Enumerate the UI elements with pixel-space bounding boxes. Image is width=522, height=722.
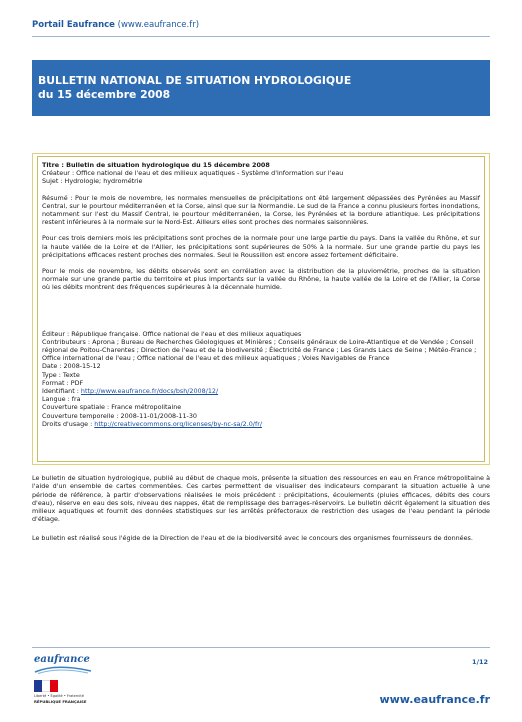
flag-white (42, 680, 50, 692)
flag-red (50, 680, 58, 692)
portal-name: Portail Eaufrance (32, 20, 115, 30)
republique-motto: Liberté • Égalité • Fraternité (34, 694, 84, 698)
flag-blue (34, 680, 42, 692)
footer-divider (32, 647, 490, 648)
droits-link[interactable]: http://creativecommons.org/licenses/by-nc-sa/2.0/fr/ (94, 419, 262, 428)
identifiant-label: Identifiant : (42, 387, 81, 396)
french-flag-icon (34, 680, 58, 692)
meta-langue: Langue : fra (42, 395, 81, 404)
banner-date: du 15 décembre 2008 (38, 87, 171, 101)
meta-editeur: Éditeur : République française. Office national de l'eau et des milieux aquatiques (42, 329, 302, 338)
meta-couverture-spatiale: Couverture spatiale : France métropolitaine (42, 403, 182, 412)
footer-site-url[interactable]: www.eaufrance.fr (379, 693, 490, 706)
page-header (32, 20, 199, 30)
logo-swoosh-icon (34, 666, 92, 674)
intro-text (32, 474, 490, 552)
page-number: 1/12 (472, 658, 488, 666)
republique-logo (34, 680, 92, 704)
meta-format: Format : PDF (42, 378, 84, 387)
meta-sujet: Sujet : Hydrologie; hydrométrie (42, 177, 143, 186)
banner-title: BULLETIN NATIONAL DE SITUATION HYDROLOGIQUE (38, 74, 352, 87)
meta-droits (42, 420, 480, 428)
intro-paragraph-2: Le bulletin est réalisé sous l'égide de la Direction de l'eau et de la biodiversité avec le concours des organismes fournisseurs de données. (32, 533, 473, 542)
meta-resume-3: Pour le mois de novembre, les débits observés sont en corrélation avec la distribution de la pluviométrie, proches de la situation normale sur une grande partie du territoire et plus importants sur la vallée du Rhône, la haute vallée de la Loire et de l'Allier, la Corse où les débits montrent des fréquences supérieures à la décennale humide. (42, 267, 480, 292)
header-divider (32, 36, 490, 37)
meta-resume-1: Résumé : Pour le mois de novembre, les normales mensuelles de précipitations ont été largement dépassées des Pyrénées au Massif Central, sur le pourtour méditerranéen et la Corse, ainsi que sur la Normandie. Le sud de la France a connu plusieurs fortes inondations, notamment sur l'est du Massif Central, le pourtour méditerranéen, la Corse, les Pyrénées et la bordure atlantique. Les précipitations restent inférieures à la normale sur le Nord-Est. Ailleurs elles sont proches des normales saisonnières. (42, 193, 480, 227)
meta-contributeurs: Contributeurs : Aprona ; Bureau de Recherches Géologiques et Minières ; Conseils généraux de Loire-Atlantique et de Vendée ; Conseil régional de Poitou-Charentes ; Direction de l'eau et de la biodiversité ; Électricité de France ; Les Grands Lacs de Seine ; Météo-France ; Office international de l'eau ; Office national de l'eau et des milieux aquatiques ; Voies Navigables de France (42, 337, 477, 363)
title-banner (32, 60, 490, 116)
metadata-inner (37, 156, 485, 462)
meta-resume-2: Pour ces trois derniers mois les précipitations sont proches de la normale pour une large partie du pays. Dans la vallée du Rhône, et sur la haute vallée de la Loire et de l'Allier, les précipitations sont supérieures de 50% à la normale. Sur une grande partie du pays les précipitations efficaces restent proches des normales. Seul le Roussillon est encore assez fortement déficitaire. (42, 234, 480, 259)
metadata-box (32, 153, 490, 465)
intro-paragraph-1: Le bulletin de situation hydrologique, publié au début de chaque mois, présente la situation des ressources en eau en France métropolitaine à l'aide d'un ensemble de cartes commentées. Ces cartes permettent de visualiser des indicateurs comparant la situation actuelle à une période de référence, à partir d'observations réalisées le mois précédent : précipitations, écoulements (pluies efficaces, débits des cours d'eau), réserve en eau des sols, niveau des nappes, état de remplissage des barrages-réservoirs. Le bulletin décrit également la situation des milieux aquatiques et fournit des données statistiques sur les arrêtés préfectoraux de restriction des usages de l'eau pendant la période d'étiage. (32, 474, 490, 524)
republique-name: RÉPUBLIQUE FRANÇAISE (34, 699, 87, 704)
droits-label: Droits d'usage : (42, 419, 95, 428)
meta-type: Type : Texte (42, 370, 80, 379)
meta-createur: Créateur : Office national de l'eau et des milieux aquatiques - Système d'information sur l'eau (42, 169, 344, 178)
portal-url[interactable]: (www.eaufrance.fr) (117, 20, 200, 30)
meta-identifiant (42, 387, 480, 395)
meta-couverture-temporelle: Couverture temporelle : 2008-11-01/2008-11-30 (42, 411, 197, 420)
meta-titre: Titre : Bulletin de situation hydrologique du 15 décembre 2008 (42, 161, 270, 169)
identifiant-link[interactable]: http://www.eaufrance.fr/docs/bsh/2008/12/ (80, 387, 219, 396)
eaufrance-logo: eaufrance (34, 654, 90, 665)
meta-date: Date : 2008-15-12 (42, 362, 101, 371)
